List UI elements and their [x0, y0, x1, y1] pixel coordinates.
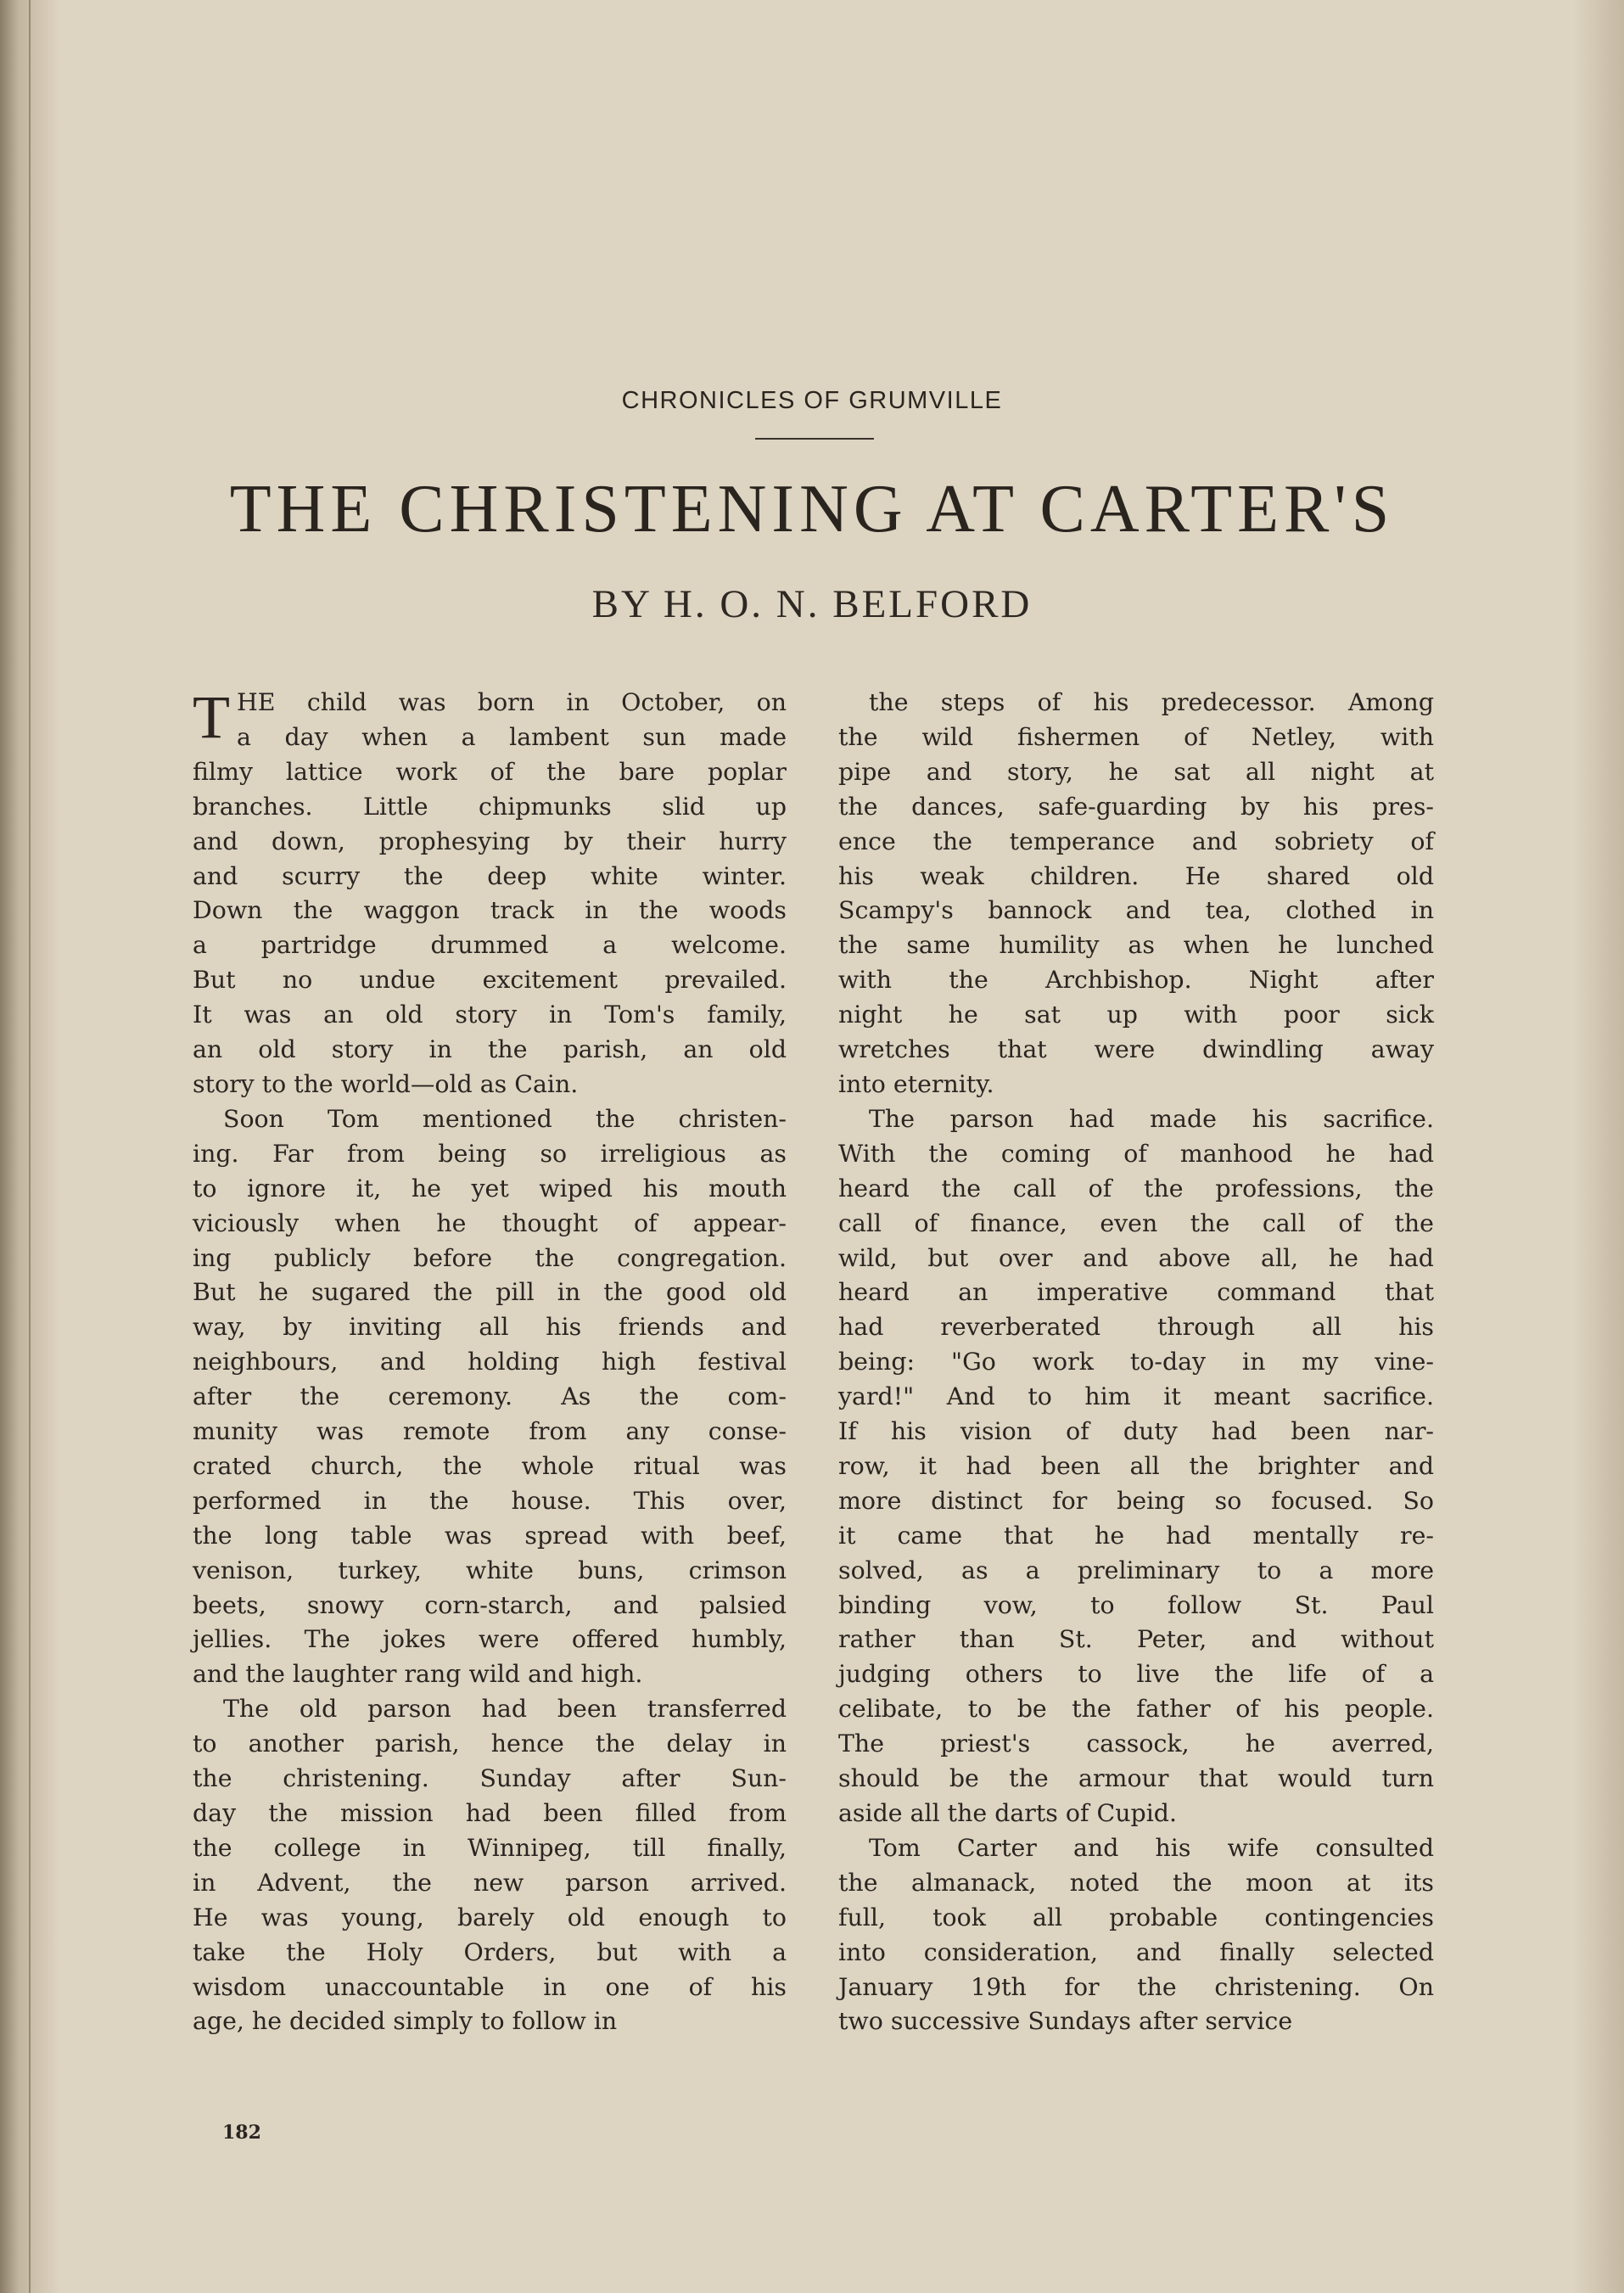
text-line: into eternity. — [838, 1069, 994, 1098]
text-line: and down, prophesying by their hurry — [193, 827, 787, 855]
paragraph — [193, 1692, 787, 2039]
text-line: age, he decided simply to follow in — [193, 2007, 618, 2036]
text-line: to ignore it, he yet wiped his mouth — [193, 1174, 787, 1203]
text-line: binding vow, to follow St. Paul — [838, 1590, 1434, 1619]
text-line: into consideration, and finally selected — [838, 1937, 1434, 1966]
text-line: it came that he had mentally re- — [838, 1521, 1434, 1550]
text-line: viciously when he thought of appear- — [193, 1208, 787, 1237]
text-line: after the ceremony. As the com- — [193, 1382, 787, 1411]
text-line: two successive Sundays after service — [838, 2007, 1293, 2036]
byline: BY H. O. N. BELFORD — [591, 582, 1033, 626]
text-line: heard an imperative command that — [838, 1278, 1434, 1307]
text-line: the same humility as when he lunched — [838, 931, 1434, 960]
drop-cap: T — [193, 683, 230, 751]
text-line: the christening. Sunday after Sun- — [193, 1764, 787, 1793]
paragraph — [838, 1831, 1434, 2039]
text-line: judging others to live the life of a — [838, 1660, 1434, 1689]
text-line: crated church, the whole ritual was — [193, 1451, 787, 1480]
paragraph — [838, 686, 1434, 1102]
text-line: ing publicly before the congregation. — [193, 1243, 787, 1272]
text-line: and scurry the deep white winter. — [193, 861, 787, 890]
text-line: It was an old story in Tom's family, — [193, 1001, 787, 1029]
text-line: should be the armour that would turn — [838, 1764, 1434, 1793]
text-line: full, took all probable contingencies — [838, 1903, 1434, 1931]
article-title: THE CHRISTENING AT CARTER'S — [229, 472, 1395, 547]
text-line: jellies. The jokes were offered humbly, — [193, 1625, 787, 1654]
text-line: an old story in the parish, an old — [193, 1035, 787, 1064]
text-line: a day when a lambent sun made — [236, 722, 787, 751]
paragraph — [193, 1102, 787, 1692]
paragraph — [838, 1102, 1434, 1831]
text-line: his weak children. He shared old — [838, 861, 1434, 890]
text-line: the college in Winnipeg, till finally, — [193, 1833, 787, 1862]
text-line: neighbours, and holding high festival — [193, 1348, 787, 1376]
text-line: with the Archbishop. Night after — [838, 966, 1434, 995]
text-line: the dances, safe-guarding by his pres- — [838, 792, 1434, 821]
text-line: solved, as a preliminary to a more — [838, 1556, 1434, 1584]
text-line: call of finance, even the call of the — [838, 1208, 1434, 1237]
text-line: the long table was spread with beef, — [193, 1521, 787, 1550]
text-line: If his vision of duty had been nar- — [838, 1417, 1434, 1446]
text-line: But he sugared the pill in the good old — [193, 1278, 787, 1307]
text-line: Down the waggon track in the woods — [193, 896, 787, 925]
paragraph — [193, 683, 787, 1102]
text-line: ence the temperance and sobriety of — [838, 827, 1434, 855]
text-line: With the coming of manhood he had — [838, 1139, 1434, 1168]
text-line: aside all the darts of Cupid. — [838, 1799, 1177, 1827]
text-line: venison, turkey, white buns, crimson — [193, 1556, 787, 1584]
text-line: yard!" And to him it meant sacrifice. — [838, 1382, 1434, 1411]
text-line: filmy lattice work of the bare poplar — [193, 757, 787, 786]
text-line: Tom Carter and his wife consulted — [869, 1833, 1434, 1862]
text-line: take the Holy Orders, but with a — [193, 1937, 787, 1966]
text-line: to another parish, hence the delay in — [193, 1730, 787, 1758]
text-line: The old parson had been transferred — [223, 1695, 787, 1724]
text-line: the wild fishermen of Netley, with — [838, 722, 1434, 751]
text-line: Soon Tom mentioned the christen- — [223, 1104, 787, 1133]
text-line: January 19th for the christening. On — [838, 1972, 1434, 2001]
text-line: He was young, barely old enough to — [193, 1903, 787, 1931]
text-line: performed in the house. This over, — [193, 1486, 787, 1515]
text-line: The parson had made his sacrifice. — [869, 1104, 1434, 1133]
text-line: more distinct for being so focused. So — [838, 1486, 1434, 1515]
spine-shadow — [29, 0, 31, 2293]
text-line: ing. Far from being so irreligious as — [193, 1139, 787, 1168]
text-line: the almanack, noted the moon at its — [838, 1868, 1434, 1897]
text-line: night he sat up with poor sick — [838, 1001, 1434, 1029]
text-line: munity was remote from any conse- — [193, 1417, 787, 1446]
text-line: had reverberated through all his — [838, 1313, 1434, 1342]
text-line: heard the call of the professions, the — [838, 1174, 1434, 1203]
text-line: wild, but over and above all, he had — [838, 1243, 1434, 1272]
text-line: Scampy's bannock and tea, clothed in — [838, 896, 1434, 925]
series-title: CHRONICLES OF GRUMVILLE — [621, 387, 1003, 414]
text-line: and the laughter rang wild and high. — [193, 1660, 643, 1689]
header-rule — [755, 438, 874, 440]
text-line: But no undue excitement prevailed. — [193, 966, 787, 995]
text-line: HE child was born in October, on — [236, 688, 787, 716]
text-line: wretches that were dwindling away — [838, 1035, 1434, 1064]
text-line: day the mission had been filled from — [193, 1799, 787, 1827]
text-line: way, by inviting all his friends and — [193, 1313, 787, 1342]
text-line: wisdom unaccountable in one of his — [193, 1972, 787, 2001]
page-number: 182 — [222, 2122, 261, 2144]
text-line: row, it had been all the brighter and — [838, 1451, 1434, 1480]
text-line: in Advent, the new parson arrived. — [193, 1868, 787, 1897]
text-line: a partridge drummed a welcome. — [193, 931, 787, 960]
text-line: being: "Go work to-day in my vine- — [838, 1348, 1434, 1376]
text-line: the steps of his predecessor. Among — [869, 688, 1434, 716]
text-line: The priest's cassock, he averred, — [838, 1730, 1434, 1758]
left-column — [193, 683, 787, 2039]
text-line: celibate, to be the father of his people. — [838, 1695, 1434, 1724]
text-line: story to the world—old as Cain. — [193, 1069, 579, 1098]
text-line: beets, snowy corn-starch, and palsied — [193, 1590, 787, 1619]
text-line: pipe and story, he sat all night at — [838, 757, 1434, 786]
right-column — [838, 686, 1434, 2039]
text-line: branches. Little chipmunks slid up — [193, 792, 787, 821]
text-line: rather than St. Peter, and without — [838, 1625, 1434, 1654]
